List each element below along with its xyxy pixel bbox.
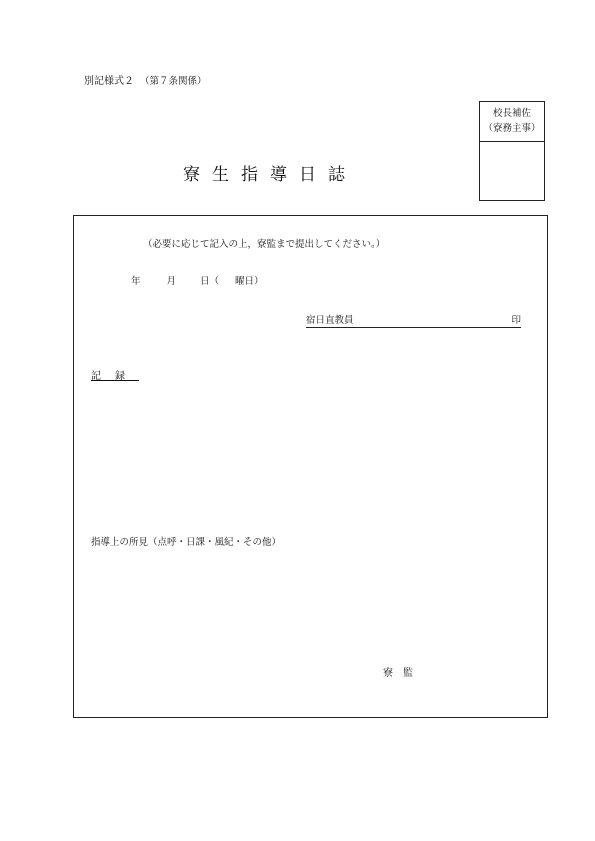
- record-label: 記録: [91, 371, 139, 382]
- principal-title: 校長補佐: [492, 108, 531, 119]
- year-label: 年: [131, 276, 141, 287]
- day-label: 日（: [200, 276, 220, 287]
- seal-label: 印: [511, 315, 521, 326]
- dorm-supervisor-label: 寮監: [383, 668, 423, 679]
- dorm-affairs-title: （寮務主事）: [483, 123, 541, 134]
- principal-approval-box: [479, 101, 545, 201]
- form-label: [84, 72, 207, 87]
- duty-staff-line: [306, 312, 521, 328]
- main-form-frame: [73, 215, 548, 718]
- date-line: [131, 273, 264, 287]
- month-label: 月: [166, 276, 177, 287]
- article-reference: （第７条関係）: [140, 76, 207, 87]
- findings-label: 指導上の所見（点呼・日課・風紀・その他）: [91, 537, 282, 548]
- instruction-text: （必要に応じて記入の上，寮監まで提出してください。）: [143, 239, 386, 250]
- page-title: 寮生指導日誌: [183, 165, 357, 185]
- duty-staff-label: 宿日直教員: [306, 315, 354, 326]
- weekday-label: 曜日）: [235, 276, 264, 287]
- form-number: 別記様式２: [84, 76, 134, 87]
- principal-approval-header: [480, 102, 544, 142]
